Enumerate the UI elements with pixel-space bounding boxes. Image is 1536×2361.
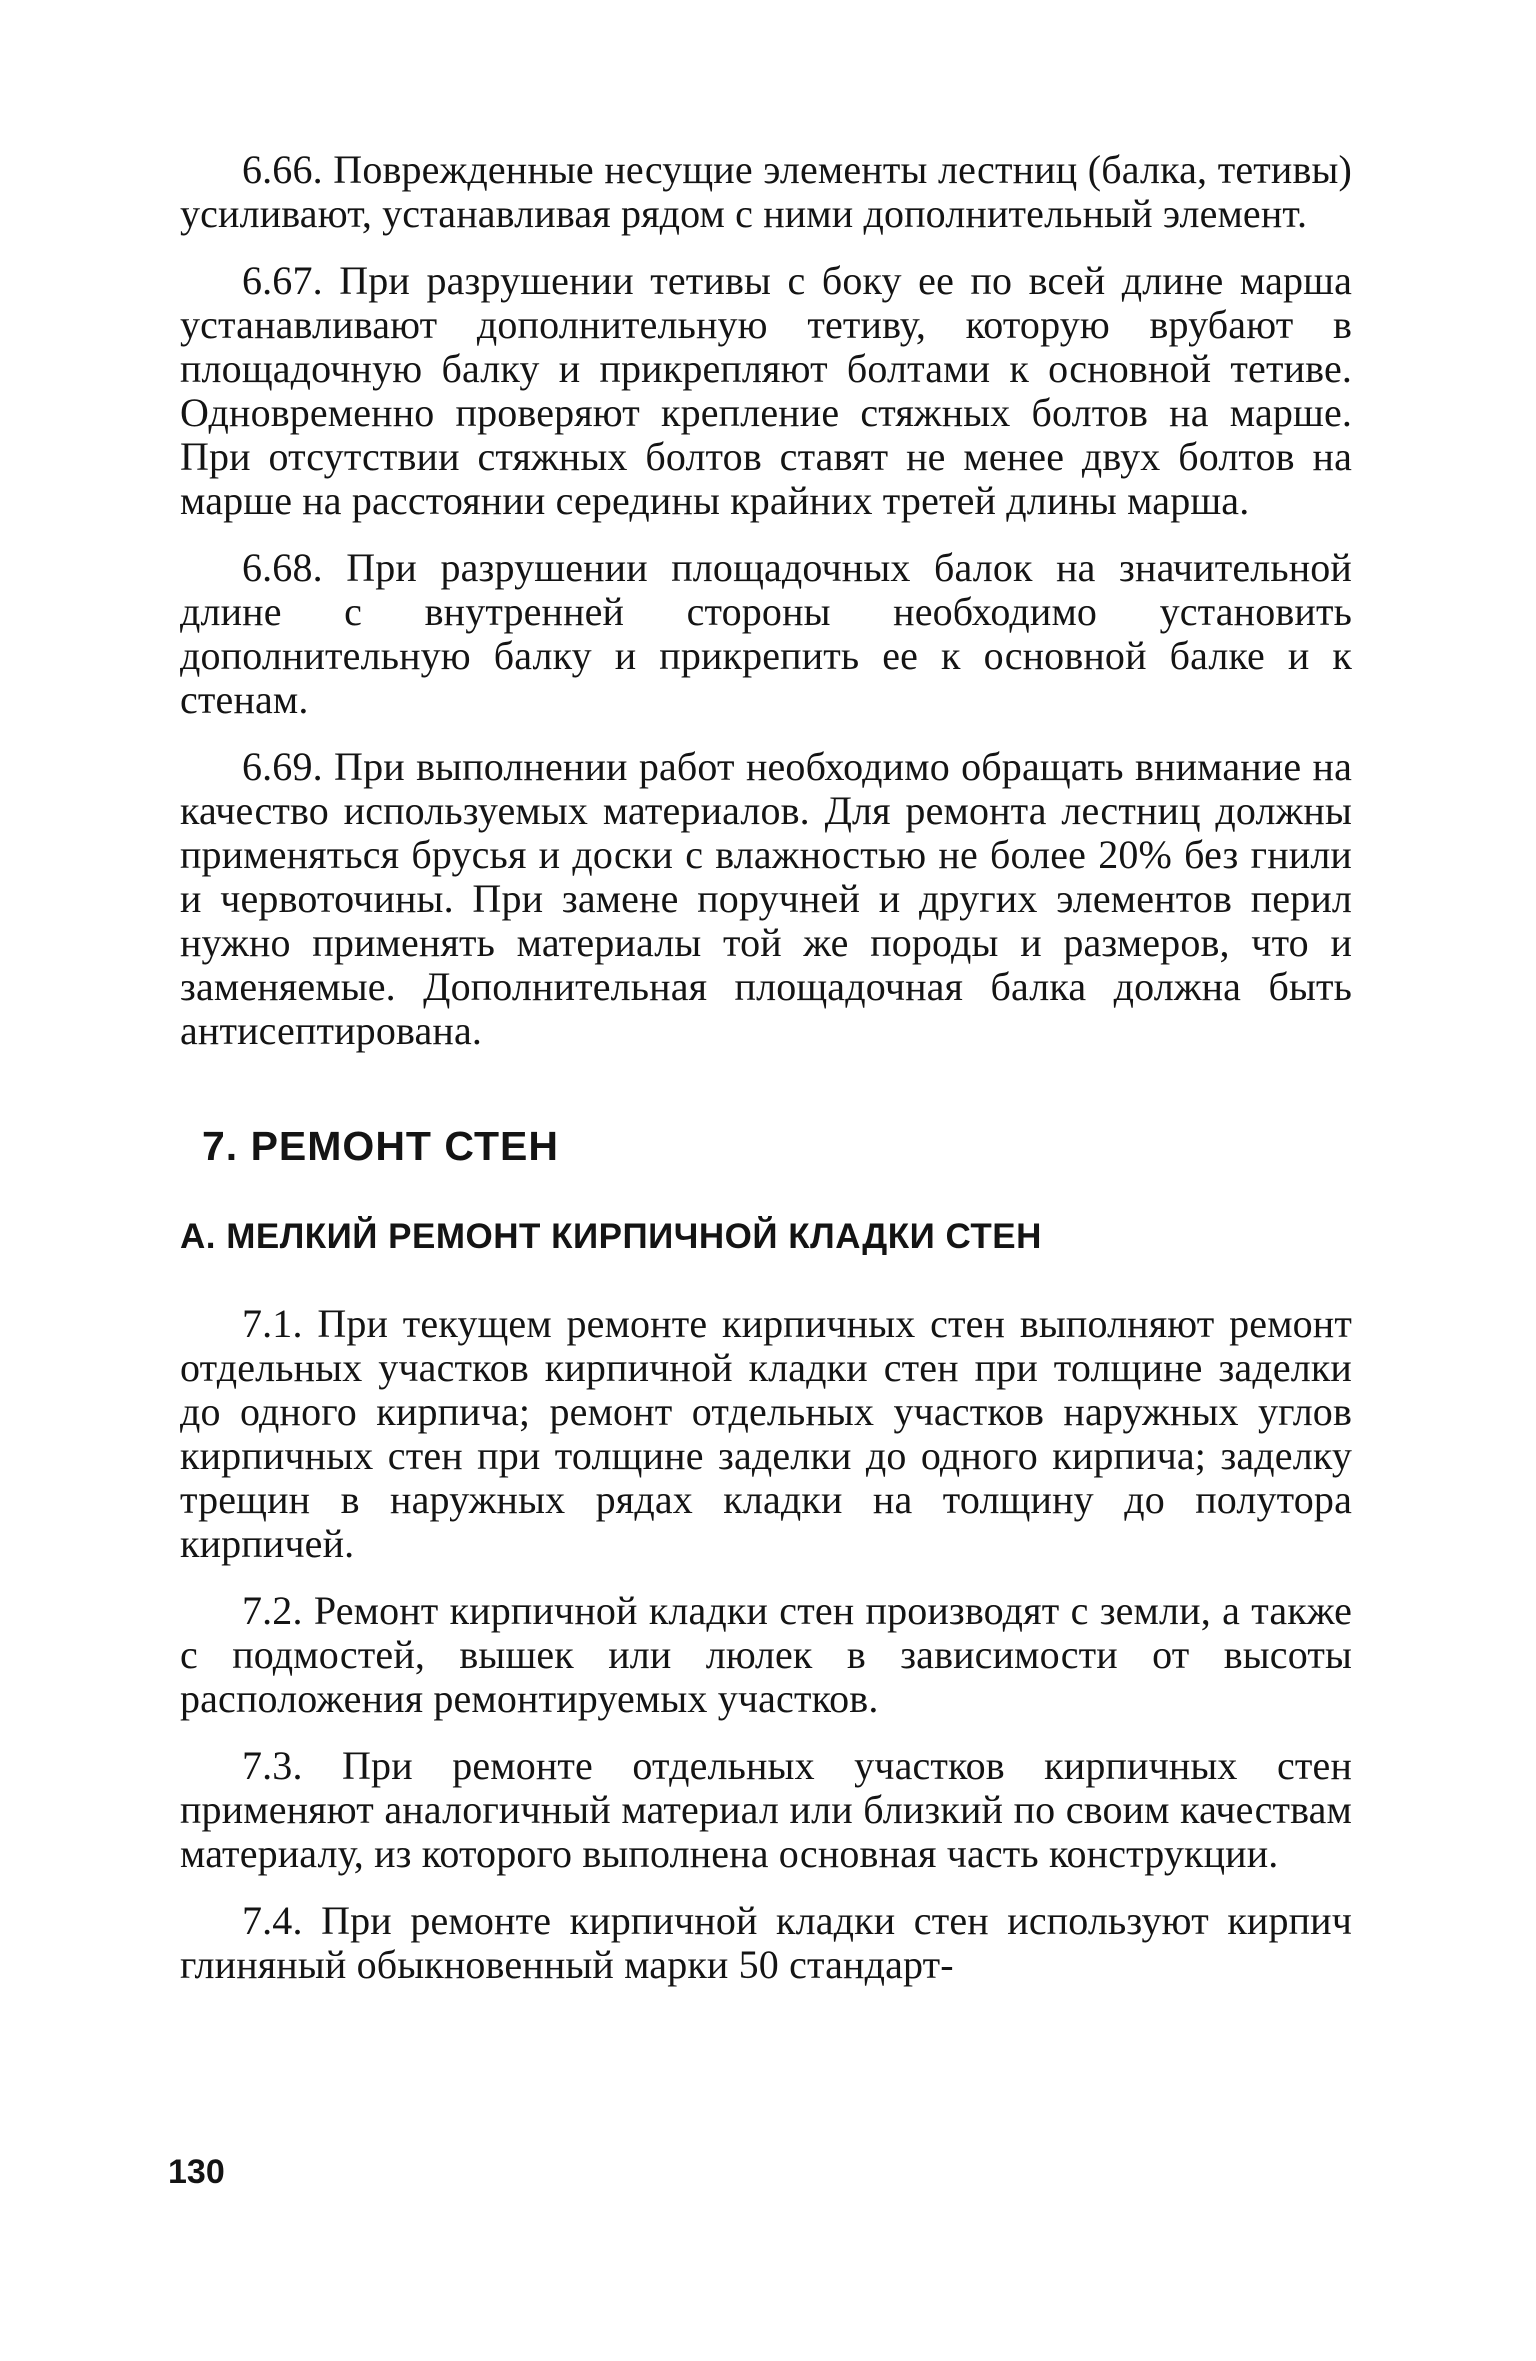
subsection-title: А. МЕЛКИЙ РЕМОНТ КИРПИЧНОЙ КЛАДКИ СТЕН — [180, 1217, 1042, 1256]
paragraph-7-2: 7.2. Ремонт кирпичной кладки стен производят с земли, а также с подмостей, вышек или люлек в зависимости от высоты расположения ремонтируемых участков. — [180, 1588, 1352, 1721]
book-page — [180, 148, 1352, 2010]
page-number: 130 — [168, 2153, 225, 2191]
paragraph-6-67: 6.67. При разрушении тетивы с боку ее по всей длине марша устанавливают дополнительную тетиву, которую врубают в площадочную балку и прикрепляют болтами к основной тетиве. Одновременно проверяют крепление стяжных болтов на марше. При отсутствии стяжных болтов ставят не менее двух болтов на марше на расстоянии середины крайних третей длины марша. — [180, 258, 1352, 523]
paragraph-7-3: 7.3. При ремонте отдельных участков кирпичных стен применяют аналогичный материал или близкий по своим качествам материалу, из которого выполнена основная часть конструкции. — [180, 1743, 1352, 1876]
paragraph-6-69: 6.69. При выполнении работ необходимо обращать внимание на качество используемых материалов. Для ремонта лестниц должны применяться брусья и доски с влажностью не более 20% без гнили и червоточины. При замене поручней и других элементов перил нужно применять материалы той же породы и размеров, что и заменяемые. Дополнительная площадочная балка должна быть антисептирована. — [180, 744, 1352, 1053]
paragraph-6-68: 6.68. При разрушении площадочных балок на значительной длине с внутренней стороны необходимо установить дополнительную балку и прикрепить ее к основной балке и к стенам. — [180, 545, 1352, 722]
paragraph-6-66: 6.66. Поврежденные несущие элементы лестниц (балка, тетивы) усиливают, устанавливая рядом с ними дополнительный элемент. — [180, 147, 1352, 236]
section-title: 7. РЕМОНТ СТЕН — [202, 1123, 559, 1169]
paragraph-7-4: 7.4. При ремонте кирпичной кладки стен используют кирпич глиняный обыкновенный марки 50 стандарт- — [180, 1898, 1352, 1987]
paragraph-7-1: 7.1. При текущем ремонте кирпичных стен выполняют ремонт отдельных участков кирпичной кладки стен при толщине заделки до одного кирпича; ремонт отдельных участков наружных углов кирпичных стен при толщине заделки до одного кирпича; заделку трещин в наружных рядах кладки на толщину до полутора кирпичей. — [180, 1301, 1352, 1566]
